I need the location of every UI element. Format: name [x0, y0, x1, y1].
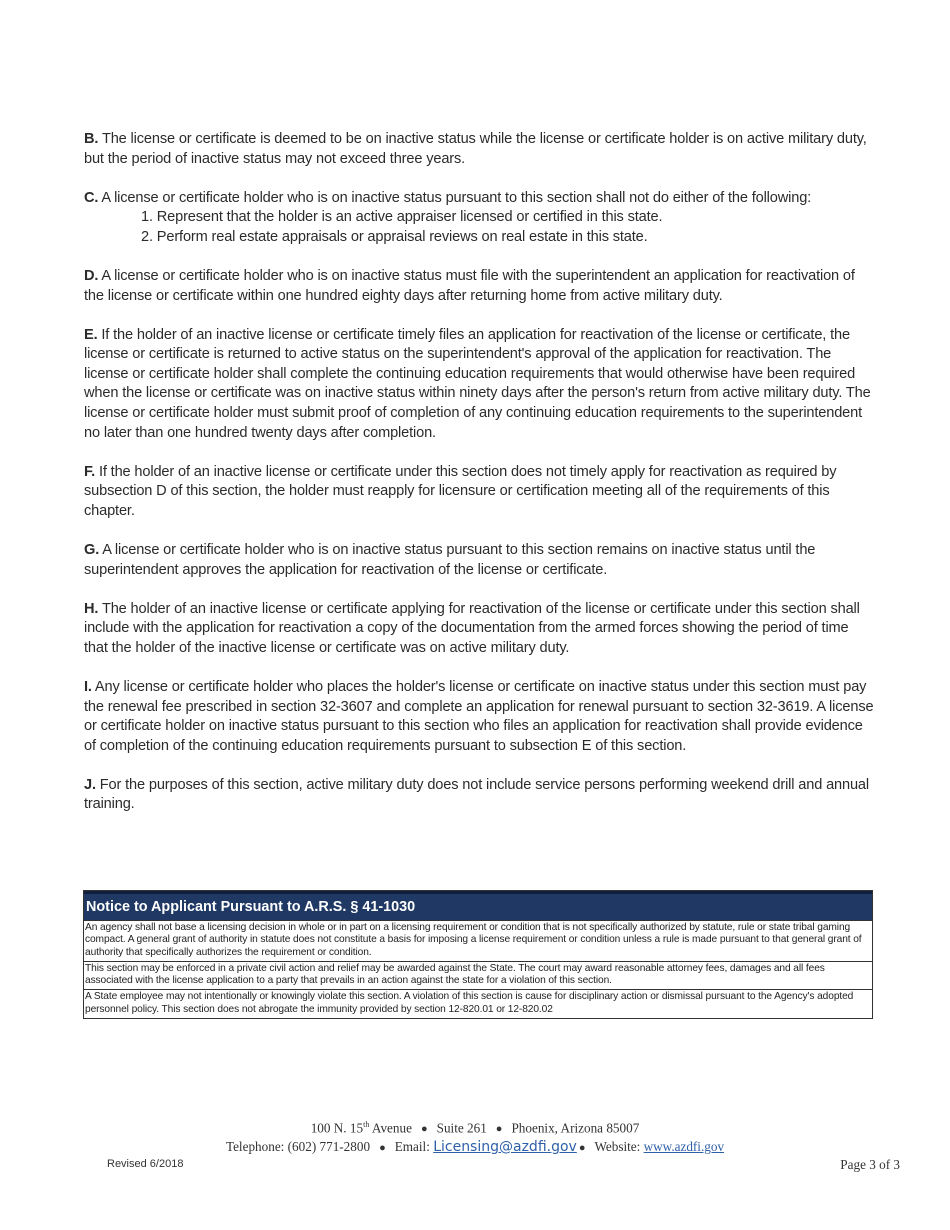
bullet-icon: ● — [420, 1123, 428, 1136]
section-j — [84, 776, 874, 815]
section-e — [84, 326, 874, 444]
address-sup: th — [363, 1120, 370, 1129]
email-label: Email: — [394, 1139, 430, 1154]
section-g — [84, 541, 874, 580]
footer-contact — [0, 1139, 950, 1155]
email-link[interactable]: Licensing@azdfi.gov — [433, 1139, 577, 1155]
revised-date: Revised 6/2018 — [107, 1158, 184, 1170]
city: Phoenix, Arizona 85007 — [511, 1120, 640, 1136]
notice-row: A State employee may not intentionally or knowingly violate this section. A violation of this section is cause for disciplinary action or dismissal pursuant to the Agency's adopted personnel policy. This section does not abrogate the immunity provided by section 12-820.01 or 12-820.02 — [84, 989, 872, 1018]
section-text: A license or certificate holder who is on inactive status must file with the superintendent an application for reactivation of the license or certificate within one hundred eighty days after returning home from active military duty. — [84, 267, 855, 304]
bullet-icon: ● — [495, 1123, 503, 1136]
notice-row: An agency shall not base a licensing decision in whole or in part on a licensing requirement or condition that is not specifically authorized by statute, rule or state tribal gaming compact. A general grant of authority in statute does not constitute a basis for imposing a license requirement or condition unless a rule is made pursuant to that general grant of authority that specifically authorizes the requirement or condition. — [84, 920, 872, 961]
section-b — [84, 130, 874, 169]
suite: Suite 261 — [436, 1120, 487, 1136]
section-letter: C. — [84, 189, 99, 206]
address-street-suffix: Avenue — [371, 1120, 412, 1136]
section-text: The license or certificate is deemed to be on inactive status while the license or certificate holder is on active military duty, but the period of inactive status may not exceed three years. — [84, 131, 867, 167]
section-d — [84, 267, 874, 306]
section-text: The holder of an inactive license or certificate applying for reactivation of the license or certificate under this section shall include with the application for reactivation a copy of the documentation from the armed forces showing the period of time that the holder of the inactive license or certificate was on active military duty. — [84, 600, 860, 656]
website-link[interactable]: www.azdfi.gov — [643, 1139, 725, 1154]
section-i — [84, 678, 874, 756]
section-h — [84, 600, 874, 659]
notice-title: Notice to Applicant Pursuant to A.R.S. § 41-1030 — [84, 891, 872, 920]
telephone: (602) 771-2800 — [287, 1139, 371, 1154]
section-letter: D. — [84, 267, 99, 284]
section-text: A license or certificate holder who is on inactive status pursuant to this section shall not do either of the following: — [101, 189, 812, 206]
section-letter: J. — [84, 776, 96, 793]
bullet-icon: ● — [379, 1142, 386, 1154]
section-letter: E. — [84, 326, 98, 343]
section-letter: I. — [84, 678, 92, 695]
footer-address — [0, 1120, 950, 1136]
section-letter: F. — [84, 463, 96, 480]
notice-row: This section may be enforced in a private civil action and relief may be awarded against the State. The court may award reasonable attorney fees, damages and all fees associated with the license application to a party that prevails in an action against the state for a violation of this section. — [84, 961, 872, 990]
section-text: Any license or certificate holder who places the holder's license or certificate on inactive status under this section must pay the renewal fee prescribed in section 32-3607 and complete an application for renewal pursuant to section 32-3619. A license or certificate holder on inactive status pursuant to this section who files an application for reactivation shall provide evidence of completion of the continuing education requirements pursuant to subsection E of this section. — [84, 678, 874, 754]
document-body — [84, 130, 874, 835]
section-letter: H. — [84, 600, 99, 617]
website-label: Website: — [594, 1139, 641, 1154]
address-street: 100 N. 15 — [310, 1120, 364, 1136]
section-f — [84, 463, 874, 522]
section-letter: G. — [84, 542, 100, 558]
bullet-icon: ● — [578, 1142, 586, 1154]
notice-table — [83, 890, 873, 1019]
section-c — [84, 189, 874, 248]
list-item: 2. Perform real estate appraisals or appraisal reviews on real estate in this state. — [141, 228, 648, 245]
list-item: 1. Represent that the holder is an active appraiser licensed or certified in this state. — [141, 209, 663, 226]
section-text: A license or certificate holder who is on inactive status pursuant to this section remains on inactive status until the superintendent approves the application for reactivation of the license or certificate. — [84, 542, 816, 578]
telephone-label: Telephone: — [225, 1139, 285, 1154]
page-number: Page 3 of 3 — [840, 1157, 900, 1172]
section-text: If the holder of an inactive license or certificate under this section does not timely apply for reactivation as required by subsection D of this section, the holder must reapply for licensure or certification meeting all of the requirements of this chapter. — [84, 463, 837, 519]
section-letter: B. — [84, 131, 99, 147]
section-text: If the holder of an inactive license or certificate timely files an application for reactivation of the license or certificate, the license or certificate is returned to active status on the superintendent's approval of the application for reactivation. The license or certificate holder shall complete the continuing education requirements that would otherwise have been required when the license or certificate was on inactive status within ninety days after the person's return from active military duty. The license or certificate holder must submit proof of completion of any continuing education requirements to the superintendent no later than one hundred twenty days after completion. — [84, 326, 871, 441]
section-c-list — [84, 208, 874, 247]
section-text: For the purposes of this section, active military duty does not include service persons performing weekend drill and annual training. — [84, 776, 869, 813]
